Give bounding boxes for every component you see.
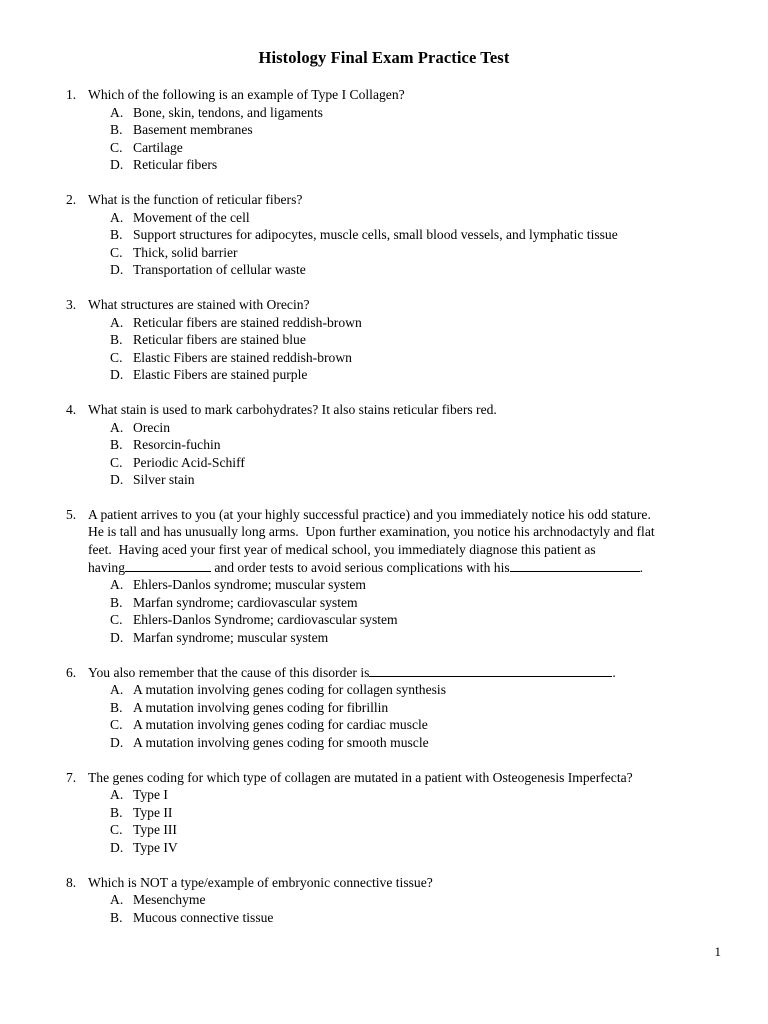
answer-option-text: Reticular fibers are stained reddish-brown xyxy=(133,314,362,330)
answer-option-text: A mutation involving genes coding for smooth muscle xyxy=(133,735,429,750)
question-block xyxy=(0,874,768,927)
answer-option-list xyxy=(0,681,768,751)
answer-option-text: Type I xyxy=(133,787,168,803)
answer-option-letter: D. xyxy=(110,157,124,173)
question-block xyxy=(0,191,768,279)
answer-option-text: Orecin xyxy=(133,419,170,435)
page-title: Histology Final Exam Practice Test xyxy=(258,48,510,67)
answer-option[interactable] xyxy=(0,734,768,752)
answer-option-letter: A. xyxy=(110,209,124,225)
answer-option-text: A mutation involving genes coding for cardiac muscle xyxy=(133,717,428,733)
answer-option-letter: A. xyxy=(110,419,124,435)
answer-option-text: Silver stain xyxy=(133,472,195,488)
answer-option[interactable] xyxy=(0,839,768,857)
answer-option-text: A mutation involving genes coding for fibrillin xyxy=(133,699,389,715)
question-stem xyxy=(0,296,768,314)
answer-option[interactable] xyxy=(0,121,768,139)
answer-option-letter: B. xyxy=(110,437,123,453)
answer-option[interactable] xyxy=(0,821,768,839)
answer-option-list xyxy=(0,891,768,926)
answer-option-letter: B. xyxy=(110,909,123,925)
question-stem xyxy=(0,191,768,209)
fill-in-blank[interactable] xyxy=(369,664,612,677)
question-block xyxy=(0,506,768,647)
question-stem xyxy=(0,874,768,892)
fill-in-blank[interactable] xyxy=(125,559,211,572)
answer-option-letter: D. xyxy=(110,630,124,646)
answer-option-list xyxy=(0,786,768,856)
answer-option-text: Ehlers-Danlos syndrome; muscular system xyxy=(133,577,366,593)
answer-option-text: Ehlers-Danlos Syndrome; cardiovascular system xyxy=(133,612,398,628)
answer-option-text: Type III xyxy=(133,822,177,838)
answer-option-letter: D. xyxy=(110,262,124,278)
question-stem xyxy=(0,506,768,524)
stem-text-after-blank: . xyxy=(639,559,644,575)
answer-option-list xyxy=(0,104,768,174)
question-stem-text: feet. Having aced your first year of medical school, you immediately diagnose this patient as xyxy=(88,542,596,558)
question-block xyxy=(0,86,768,174)
answer-option[interactable] xyxy=(0,366,768,384)
question-stem xyxy=(0,86,768,104)
answer-option-letter: D. xyxy=(110,735,124,750)
answer-option[interactable] xyxy=(0,209,768,227)
answer-option-list xyxy=(0,209,768,279)
question-stem-text: He is tall and has unusually long arms. Upon further examination, you notice his archnodactyly and flat xyxy=(88,524,655,540)
answer-option-letter: D. xyxy=(110,839,124,855)
answer-option-text: Reticular fibers xyxy=(133,157,218,173)
answer-option-letter: D. xyxy=(110,472,124,488)
question-stem-text: What structures are stained with Orecin? xyxy=(88,296,310,312)
answer-option-text: Thick, solid barrier xyxy=(133,244,238,260)
answer-option-letter: C. xyxy=(110,139,123,155)
page-number: 1 xyxy=(714,944,721,959)
answer-option-letter: C. xyxy=(110,717,123,733)
answer-option-text: Movement of the cell xyxy=(133,209,250,225)
answer-option[interactable] xyxy=(0,786,768,804)
question-stem-text: Which is NOT a type/example of embryonic connective tissue? xyxy=(88,874,433,890)
question-stem-text: What stain is used to mark carbohydrates? It also stains reticular fibers red. xyxy=(88,401,497,417)
question-stem-text: A patient arrives to you (at your highly successful practice) and you immediately notice his odd stature. xyxy=(88,506,651,522)
answer-option-text: Support structures for adipocytes, muscle cells, small blood vessels, and lymphatic tissue xyxy=(133,227,618,243)
answer-option-letter: A. xyxy=(110,314,124,330)
answer-option-letter: C. xyxy=(110,822,123,838)
answer-option-text: Periodic Acid-Schiff xyxy=(133,454,245,470)
answer-option[interactable] xyxy=(0,454,768,472)
answer-option-list xyxy=(0,576,768,646)
question-stem-with-blank xyxy=(0,664,768,682)
answer-option[interactable] xyxy=(0,471,768,489)
answer-option-letter: A. xyxy=(110,787,124,803)
answer-option[interactable] xyxy=(0,349,768,367)
question-number: 2. xyxy=(66,191,77,207)
question-number: 4. xyxy=(66,401,77,417)
question-stem-text: Which of the following is an example of Type I Collagen? xyxy=(88,87,405,102)
stem-text-after-blank: . xyxy=(612,664,616,680)
answer-option-letter: C. xyxy=(110,454,123,470)
question-block xyxy=(0,664,768,752)
answer-option-letter: A. xyxy=(110,892,124,908)
answer-option[interactable] xyxy=(0,314,768,332)
question-number: 8. xyxy=(66,874,77,890)
answer-option-text: Reticular fibers are stained blue xyxy=(133,332,306,348)
question-number: 5. xyxy=(66,506,77,522)
answer-option[interactable] xyxy=(0,226,768,244)
answer-option-text: Cartilage xyxy=(133,139,183,155)
answer-option-list xyxy=(0,314,768,384)
answer-option[interactable] xyxy=(0,699,768,717)
answer-option[interactable] xyxy=(0,804,768,822)
answer-option[interactable] xyxy=(0,629,768,647)
answer-option-letter: A. xyxy=(110,577,124,593)
answer-option-letter: A. xyxy=(110,682,124,698)
answer-option-text: A mutation involving genes coding for collagen synthesis xyxy=(133,682,446,698)
answer-option[interactable] xyxy=(0,576,768,594)
question-stem-with-blank xyxy=(0,559,768,577)
question-number: 7. xyxy=(66,769,77,785)
answer-option[interactable] xyxy=(0,156,768,174)
question-stem-continuation xyxy=(0,541,768,559)
answer-option-letter: B. xyxy=(110,594,123,610)
question-stem-continuation xyxy=(0,523,768,541)
answer-option[interactable] xyxy=(0,436,768,454)
question-number: 1. xyxy=(66,87,77,102)
answer-option[interactable] xyxy=(0,419,768,437)
answer-option-letter: C. xyxy=(110,244,123,260)
answer-option[interactable] xyxy=(0,891,768,909)
stem-text-between-blanks: and order tests to avoid serious complications with his xyxy=(211,559,510,575)
answer-option-text: Mesenchyme xyxy=(133,892,206,908)
answer-option[interactable] xyxy=(0,244,768,262)
question-list xyxy=(0,86,768,943)
answer-option[interactable] xyxy=(0,139,768,157)
answer-option[interactable] xyxy=(0,594,768,612)
question-stem-text: The genes coding for which type of collagen are mutated in a patient with Osteogenesis Imperfecta? xyxy=(88,769,633,785)
fill-in-blank[interactable] xyxy=(510,559,640,572)
question-block xyxy=(0,296,768,384)
answer-option[interactable] xyxy=(0,331,768,349)
question-stem xyxy=(0,401,768,419)
stem-text-before-blank: having xyxy=(88,559,125,575)
question-stem-text: What is the function of reticular fibers? xyxy=(88,191,303,207)
answer-option-text: Marfan syndrome; cardiovascular system xyxy=(133,594,358,610)
answer-option[interactable] xyxy=(0,261,768,279)
question-number: 3. xyxy=(66,296,77,312)
answer-option-letter: B. xyxy=(110,699,123,715)
answer-option[interactable] xyxy=(0,611,768,629)
answer-option-letter: C. xyxy=(110,612,123,628)
answer-option-text: Transportation of cellular waste xyxy=(133,262,306,278)
answer-option-letter: D. xyxy=(110,367,124,383)
answer-option[interactable] xyxy=(0,681,768,699)
answer-option-text: Elastic Fibers are stained reddish-brown xyxy=(133,349,352,365)
answer-option-list xyxy=(0,419,768,489)
answer-option-letter: C. xyxy=(110,349,123,365)
answer-option[interactable] xyxy=(0,716,768,734)
answer-option-letter: B. xyxy=(110,227,123,243)
stem-text-before-blank: You also remember that the cause of this disorder is xyxy=(88,664,370,680)
answer-option[interactable] xyxy=(0,909,768,927)
question-block xyxy=(0,401,768,489)
answer-option-letter: B. xyxy=(110,804,123,820)
answer-option-text: Bone, skin, tendons, and ligaments xyxy=(133,104,323,120)
answer-option[interactable] xyxy=(0,104,768,122)
answer-option-text: Resorcin-fuchin xyxy=(133,437,221,453)
answer-option-text: Type II xyxy=(133,804,173,820)
answer-option-letter: B. xyxy=(110,332,123,348)
answer-option-text: Type IV xyxy=(133,839,178,855)
question-block xyxy=(0,769,768,857)
question-stem xyxy=(0,769,768,787)
answer-option-letter: A. xyxy=(110,104,124,120)
question-number: 6. xyxy=(66,664,77,680)
answer-option-text: Mucous connective tissue xyxy=(133,909,274,925)
answer-option-letter: B. xyxy=(110,122,123,138)
answer-option-text: Marfan syndrome; muscular system xyxy=(133,630,329,646)
answer-option-text: Basement membranes xyxy=(133,122,253,138)
answer-option-text: Elastic Fibers are stained purple xyxy=(133,367,308,383)
